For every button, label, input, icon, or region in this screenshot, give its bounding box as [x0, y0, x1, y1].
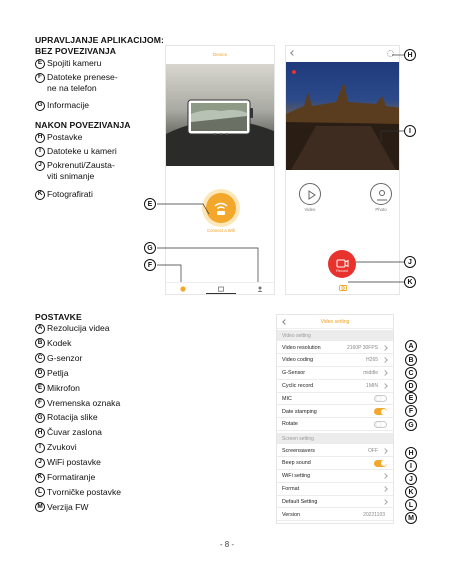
- screen-title: Device: [212, 52, 228, 57]
- setting-label: Video coding: [282, 357, 314, 364]
- item-text: Fotografirati: [47, 189, 93, 199]
- setting-row[interactable]: [277, 445, 393, 457]
- toggle-switch[interactable]: [374, 421, 387, 428]
- callout-letter: D: [405, 380, 417, 392]
- item-text: Datoteke prenese- ne na telefon: [47, 72, 118, 93]
- setting-row[interactable]: [277, 483, 393, 495]
- key-badge: I: [35, 443, 45, 453]
- setting-label: Default Setting: [282, 498, 318, 505]
- setting-row[interactable]: [277, 458, 393, 470]
- chevron-right-icon: [382, 499, 388, 505]
- list-item: [35, 100, 89, 111]
- photo-label: Photo: [375, 207, 387, 212]
- callout-letter: C: [405, 367, 417, 379]
- item-text: Čuvar zaslona: [47, 427, 102, 438]
- callout-j: J: [404, 256, 416, 268]
- top-bar: [286, 46, 399, 62]
- settings-title: Video setting: [320, 319, 350, 325]
- section-video-setting: Video setting: [277, 330, 393, 341]
- item-text: Zvukovi: [47, 442, 77, 453]
- setting-row[interactable]: [277, 496, 393, 508]
- item-text: Tvorničke postavke: [47, 486, 122, 497]
- back-icon[interactable]: [290, 50, 296, 56]
- list-item: [35, 487, 121, 498]
- callout-letter: H: [405, 447, 417, 459]
- setting-value: 1MIN: [366, 382, 378, 389]
- key-badge: K: [35, 473, 45, 483]
- list-item: [35, 427, 102, 438]
- settings-gear-icon[interactable]: [387, 50, 394, 57]
- callout-letter: M: [405, 512, 417, 524]
- callout-letter: K: [405, 486, 417, 498]
- key-badge: K: [35, 190, 45, 200]
- setting-row[interactable]: [277, 393, 393, 405]
- section-screen-setting: Screen setting: [277, 433, 393, 444]
- chevron-right-icon: [382, 370, 388, 376]
- snapshot-camera-icon[interactable]: [339, 284, 347, 291]
- play-icon: [300, 184, 322, 206]
- setting-row[interactable]: [277, 406, 393, 418]
- dashcam-preview-image: [166, 64, 275, 166]
- list-item: [35, 160, 115, 182]
- setting-row[interactable]: [277, 471, 393, 483]
- chevron-right-icon: [382, 486, 388, 492]
- toggle-switch[interactable]: [374, 460, 387, 467]
- item-text: Pokrenuti/Zausta- viti snimanje: [47, 160, 115, 181]
- setting-row[interactable]: [277, 355, 393, 367]
- setting-label: WiFi setting: [282, 473, 311, 480]
- key-badge: C: [35, 353, 45, 363]
- photo-files-button[interactable]: [370, 183, 392, 205]
- list-item: [35, 383, 80, 394]
- key-badge: F: [35, 398, 45, 408]
- list-item: [35, 472, 95, 483]
- item-text: Postavke: [47, 132, 83, 142]
- connect-wifi-label: Connect a Wifi: [207, 228, 235, 233]
- tab-bar-live: [286, 282, 399, 294]
- list-item: [35, 189, 93, 200]
- list-item: [35, 132, 82, 143]
- setting-value: 2160P 30FPS: [346, 344, 378, 351]
- setting-value: middle: [363, 370, 378, 377]
- record-camera-icon: [328, 250, 356, 278]
- callout-i: I: [404, 125, 416, 137]
- list-item: [35, 353, 82, 364]
- item-text: Rezolucija videa: [47, 323, 110, 333]
- heading-settings: POSTAVKE: [35, 312, 82, 322]
- phone-screen-settings: [276, 314, 394, 524]
- files-tab-icon[interactable]: [218, 286, 224, 292]
- callout-letter: G: [405, 419, 417, 431]
- chevron-right-icon: [382, 473, 388, 479]
- settings-header: [277, 315, 393, 329]
- key-badge: H: [35, 133, 45, 143]
- setting-value: 20221103: [363, 511, 385, 518]
- key-badge: E: [35, 383, 45, 393]
- item-text: Petlja: [47, 367, 69, 378]
- list-item: [35, 72, 118, 94]
- camera-tab-icon[interactable]: [180, 286, 186, 292]
- setting-label: Video resolution: [282, 344, 321, 351]
- list-item: [35, 412, 98, 423]
- setting-row[interactable]: [277, 342, 393, 354]
- tab-bar: [166, 282, 274, 294]
- key-badge: E: [35, 59, 45, 69]
- list-item: [35, 58, 101, 69]
- callout-letter: I: [405, 460, 417, 472]
- list-item: [35, 398, 120, 409]
- key-badge: M: [35, 502, 45, 512]
- toggle-switch[interactable]: [374, 408, 387, 415]
- chevron-right-icon: [382, 345, 388, 351]
- setting-value: OFF: [368, 447, 378, 454]
- toggle-switch[interactable]: [374, 395, 387, 402]
- chevron-right-icon: [382, 358, 388, 364]
- connect-wifi-button[interactable]: [206, 193, 236, 223]
- heading-without-connection: BEZ POVEZIVANJA: [35, 46, 117, 56]
- car-interior-illustration: [166, 64, 275, 166]
- callout-g: G: [144, 242, 156, 254]
- setting-label: Version: [282, 511, 300, 518]
- callout-e: E: [144, 198, 156, 210]
- heading-after-connection: NAKON POVEZIVANJA: [35, 120, 131, 130]
- callout-k: K: [404, 276, 416, 288]
- record-button[interactable]: [328, 250, 356, 278]
- callout-h: H: [404, 49, 416, 61]
- setting-row[interactable]: [277, 419, 393, 431]
- callout-letter: F: [405, 405, 417, 417]
- key-badge: A: [35, 324, 45, 334]
- setting-label: Rotate: [282, 421, 298, 428]
- info-tab-icon[interactable]: [257, 286, 263, 292]
- tab-indicator: [206, 293, 236, 295]
- setting-label: Cyclic record: [282, 382, 314, 389]
- setting-row[interactable]: [277, 380, 393, 392]
- list-item: [35, 502, 89, 513]
- key-badge: L: [35, 487, 45, 497]
- video-label: Video: [304, 207, 316, 212]
- phone-screen-device: [165, 45, 275, 295]
- video-files-button[interactable]: [299, 183, 321, 205]
- item-text: Datoteke u kameri: [47, 146, 117, 156]
- list-item: [35, 442, 77, 453]
- callout-letter: B: [405, 354, 417, 366]
- phone-screen-live: [285, 45, 400, 295]
- list-item: [35, 338, 71, 349]
- setting-label: Beep sound: [282, 460, 311, 467]
- night-street-illustration: [286, 62, 400, 170]
- setting-label: MIC: [282, 395, 292, 402]
- key-badge: B: [35, 338, 45, 348]
- key-badge: G: [35, 101, 45, 111]
- callout-letter: A: [405, 340, 417, 352]
- callout-letter: J: [405, 473, 417, 485]
- key-badge: J: [35, 458, 45, 468]
- callout-f: F: [144, 259, 156, 271]
- key-badge: F: [35, 73, 45, 83]
- carousel-dots[interactable]: [214, 133, 228, 135]
- wifi-camera-icon: [206, 193, 236, 223]
- setting-row[interactable]: [277, 509, 393, 521]
- chevron-right-icon: [382, 383, 388, 389]
- item-text: Kodek: [47, 337, 72, 348]
- list-item: [35, 323, 110, 334]
- item-text: Verzija FW: [47, 501, 89, 512]
- key-badge: I: [35, 147, 45, 157]
- item-text: Mikrofon: [47, 382, 80, 393]
- key-badge: D: [35, 368, 45, 378]
- setting-label: Date stamping: [282, 408, 317, 415]
- record-label: Record: [336, 269, 348, 273]
- item-text: Formatiranje: [47, 472, 96, 482]
- live-view-image: [286, 62, 400, 170]
- item-text: Informacije: [47, 100, 90, 110]
- item-text: G-senzor: [47, 352, 83, 363]
- key-badge: J: [35, 161, 45, 171]
- photo-icon: [371, 184, 393, 206]
- list-item: [35, 146, 117, 157]
- chevron-right-icon: [382, 448, 388, 454]
- item-text: WiFi postavke: [47, 457, 101, 468]
- item-text: Spojiti kameru: [47, 58, 102, 68]
- list-item: [35, 457, 101, 468]
- key-badge: H: [35, 428, 45, 438]
- setting-label: G-Sensor: [282, 370, 306, 377]
- key-badge: G: [35, 413, 45, 423]
- callout-letter: E: [405, 392, 417, 404]
- heading-app-control: UPRAVLJANJE APLIKACIJOM:: [35, 35, 164, 45]
- list-item: [35, 368, 69, 379]
- setting-label: Screensavers: [282, 447, 315, 454]
- setting-row[interactable]: [277, 368, 393, 380]
- item-text: Rotacija slike: [47, 412, 98, 423]
- callout-letter: L: [405, 499, 417, 511]
- item-text: Vremenska oznaka: [47, 397, 121, 408]
- page-number: - 8 -: [219, 540, 235, 549]
- setting-value: H265: [366, 357, 378, 364]
- setting-label: Format: [282, 485, 300, 492]
